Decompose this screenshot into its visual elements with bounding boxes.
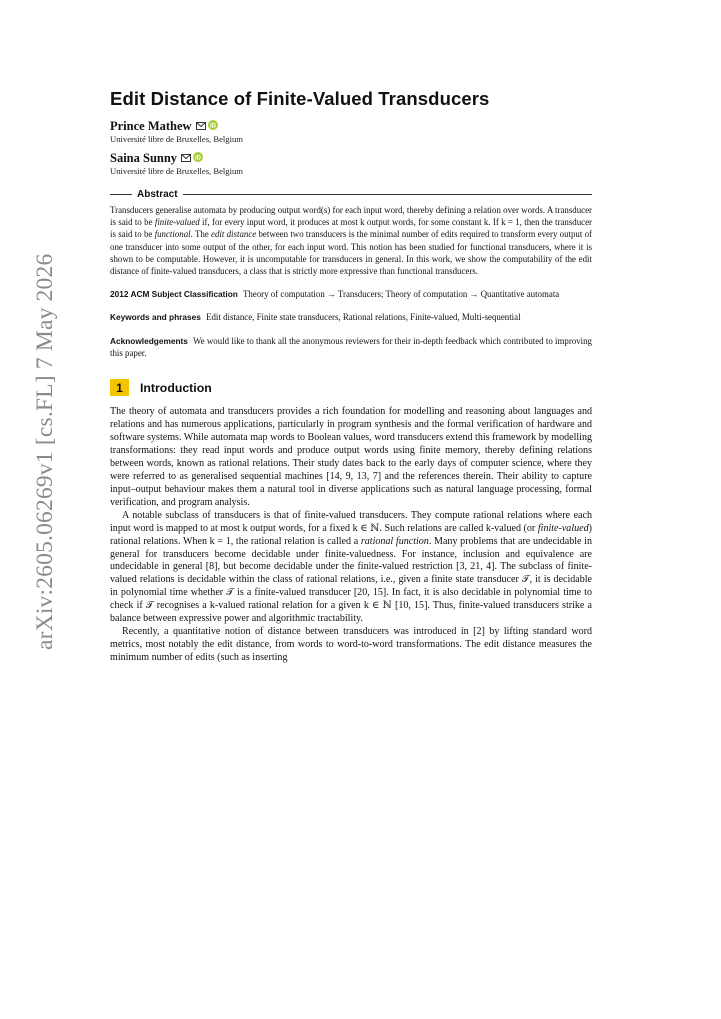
acm-classification <box>110 288 592 300</box>
acknowledgements <box>110 335 592 359</box>
intro-paragraph: A notable subclass of transducers is that of finite-valued transducers. They compute rational relations where each input word is mapped to at most k output words, for a fixed k ∈ ℕ. Such relations are called k-valued (or finite-valued) rational relations. When k = 1, the rational relation is called a rational function. Many problems that are undecidable in general for transducers become decidable under finite-valuedness. For instance, inclusion and equivalence are undecidable in general [8], but become decidable under the finite-valued restriction [3, 21, 4]. The subclass of finite-valued relations is decidable within the class of rational relations, i.e., given a finite state transducer 𝒯, it is decidable in polynomial time whether 𝒯 is a finite-valued transducer [20, 15]. In fact, it is also decidable in polynomial time to check if 𝒯 recognises a k-valued rational relation for a given k ∈ ℕ [10, 15]. Thus, finite-valued transducers strike a balance between expressive power and algorithmic tractability. <box>110 509 592 625</box>
svg-text:iD: iD <box>209 123 216 130</box>
section-title: Introduction <box>140 380 212 395</box>
section-number-badge: 1 <box>110 379 129 396</box>
acm-text: Theory of computation → Transducers; Theory of computation → Quantitative automata <box>242 289 560 300</box>
divider <box>110 194 132 195</box>
author-block <box>110 151 592 177</box>
section-heading <box>110 379 592 396</box>
author-name-row <box>110 119 592 134</box>
abstract-heading <box>110 189 592 200</box>
paper-title: Edit Distance of Finite-Valued Transducers <box>110 88 490 109</box>
svg-text:iD: iD <box>195 155 202 162</box>
author-affiliation: Université libre de Bruxelles, Belgium <box>110 166 243 176</box>
abstract-text: Transducers generalise automata by producing output word(s) for each input word, thereby defining a relation over words. A transducer is said to be finite-valued if, for every input word, it produces at most k output words, for some constant k. If k = 1, then the transducer is said to be functional. The edit distance between two transducers is the minimal number of edits required to transform every output of one transducer into some output of the other, for each input word. This notion has been studied for functional transducers, where it is shown to be computable. However, it is uncomputable for transducers in general. In this work, we show the computability of the edit distance of finite-valued transducers, a class that is strictly more expressive than functional transducers. <box>110 205 593 277</box>
paper-page <box>110 88 592 665</box>
author-name-row <box>110 151 592 166</box>
author-block <box>110 119 592 145</box>
author-name: Prince Mathew <box>110 119 192 133</box>
envelope-icon[interactable] <box>196 119 206 134</box>
keywords-label: Keywords and phrases <box>110 312 201 323</box>
envelope-icon[interactable] <box>181 151 191 166</box>
divider <box>183 194 592 195</box>
abstract-label: Abstract <box>137 189 178 200</box>
arxiv-identifier: arXiv:2605.06269v1 [cs.FL] 7 May 2026 <box>32 253 58 650</box>
keywords <box>110 311 592 323</box>
author-affiliation: Université libre de Bruxelles, Belgium <box>110 134 243 144</box>
acm-label: 2012 ACM Subject Classification <box>110 289 238 300</box>
orcid-icon[interactable] <box>208 119 218 134</box>
acknowledgements-text: We would like to thank all the anonymous reviewers for their in-depth feedback which contributed to improving this paper. <box>110 335 592 358</box>
intro-paragraph: The theory of automata and transducers provides a rich foundation for modelling and reasoning about languages and relations and has numerous applications, particularly in program synthesis and the formal verification of hardware and software systems. While automata map words to Boolean values, word transducers extend this framework by modelling transformations: they read input words and produce output words using finite memory, thereby defining relations between words, known as rational relations. Their study dates back to the early days of computer science, where they were referred to as generalised sequential machines [14, 9, 13, 7] and the references therein. Their ability to capture input–output behaviour makes them a natural tool in diverse applications such as natural language processing, formal verification, and program analysis. <box>110 406 592 508</box>
orcid-icon[interactable] <box>193 151 203 166</box>
intro-paragraph: Recently, a quantitative notion of distance between transducers was introduced in [2] by lifting standard word metrics, most notably the edit distance, from words to word-to-word transformations. The edit distance measures the minimum number of edits (such as inserting <box>110 626 592 664</box>
acknowledgements-label: Acknowledgements <box>110 335 188 346</box>
author-name: Saina Sunny <box>110 151 178 165</box>
keywords-text: Edit distance, Finite state transducers, Rational relations, Finite-valued, Multi-sequential <box>206 312 521 323</box>
